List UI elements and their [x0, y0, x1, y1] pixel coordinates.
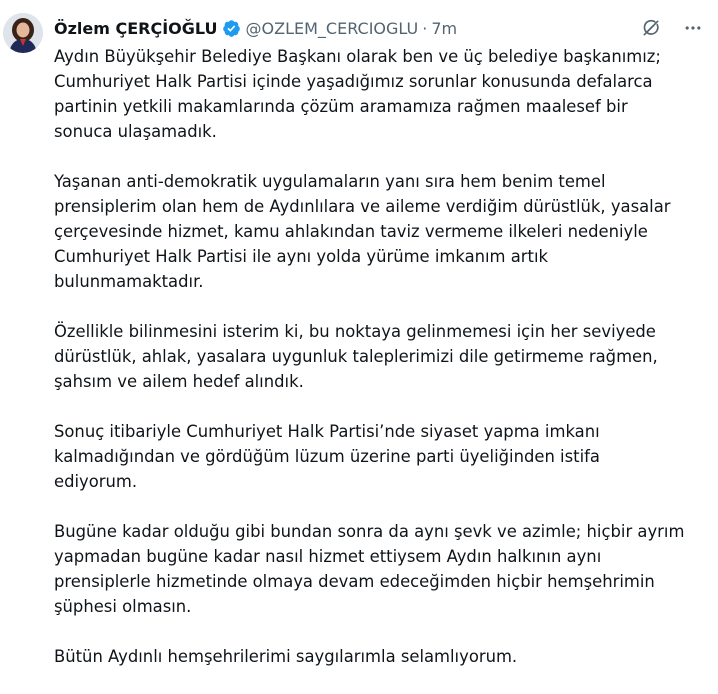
- text-line: prensiplerle hizmetinde olmaya devam edeceğimden hiçbir hemşehrimin: [54, 572, 655, 591]
- tweet-paragraph: [54, 519, 714, 619]
- author-handle[interactable]: @OZLEM_CERCIOGLU: [245, 18, 419, 38]
- text-line: kalmadığından ve gördüğüm lüzum üzerine parti üyeliğinden istifa: [54, 447, 600, 466]
- profile-photo-icon: [3, 13, 43, 53]
- author-avatar[interactable]: [3, 13, 43, 53]
- tweet-paragraph: [54, 319, 714, 394]
- text-line: prensiplerim olan hem de Aydınlılara ve aileme verdiğim dürüstlük, yasalar: [54, 197, 671, 216]
- text-line: çerçevesinde hizmet, kamu ahlakından taviz vermeme ilkeleri nedeniyle: [54, 222, 648, 241]
- text-line: Aydın Büyükşehir Belediye Başkanı olarak ben ve üç belediye başkanımız;: [54, 47, 661, 66]
- text-line: Sonuç itibariyle Cumhuriyet Halk Partisi’nde siyaset yapma imkanı: [54, 422, 600, 441]
- tweet-paragraph: [54, 644, 714, 669]
- text-line: ediyorum.: [54, 472, 138, 491]
- text-line: Cumhuriyet Halk Partisi ile aynı yolda yürüme imkanım artık: [54, 247, 548, 266]
- text-line: Yaşanan anti-demokratik uygulamaların yanı sıra hem benim temel: [54, 172, 606, 191]
- separator-dot: ·: [422, 18, 428, 38]
- tweet-timestamp[interactable]: 7m: [431, 18, 458, 38]
- tweet-text: [54, 44, 714, 694]
- text-line: dürüstlük, ahlak, yasalara uygunluk taleplerimizi dile getirmeme rağmen,: [54, 347, 658, 366]
- header-actions: [640, 17, 704, 39]
- tweet-paragraph: [54, 44, 714, 144]
- tweet-paragraph: [54, 419, 714, 494]
- grok-icon[interactable]: [640, 17, 662, 39]
- verified-badge-icon: [222, 19, 241, 38]
- text-line: partinin yetkili makamlarında çözüm aramamıza rağmen maalesef bir: [54, 97, 628, 116]
- tweet-header: [54, 16, 704, 40]
- text-line: Cumhuriyet Halk Partisi içinde yaşadığımız sorunlar konusunda defalarca: [54, 72, 653, 91]
- more-horizontal-icon[interactable]: [682, 17, 704, 39]
- text-line: Bugüne kadar olduğu gibi bundan sonra da aynı şevk ve azimle; hiçbir ayrım: [54, 522, 685, 541]
- text-line: yapmadan bugüne kadar nasıl hizmet ettiysem Aydın halkının aynı: [54, 547, 602, 566]
- text-line: bulunmamaktadır.: [54, 272, 204, 291]
- text-line: Özellikle bilinmesini isterim ki, bu noktaya gelinmemesi için her seviyede: [54, 322, 656, 341]
- author-display-name[interactable]: Özlem ÇERÇİOĞLU: [54, 18, 218, 38]
- text-line: şahsım ve ailem hedef alındık.: [54, 372, 304, 391]
- text-line: sonuca ulaşamadık.: [54, 122, 217, 141]
- text-line: şüphesi olmasın.: [54, 597, 192, 616]
- tweet-paragraph: [54, 169, 714, 294]
- text-line: Bütün Aydınlı hemşehrilerimi saygılarımla selamlıyorum.: [54, 647, 518, 666]
